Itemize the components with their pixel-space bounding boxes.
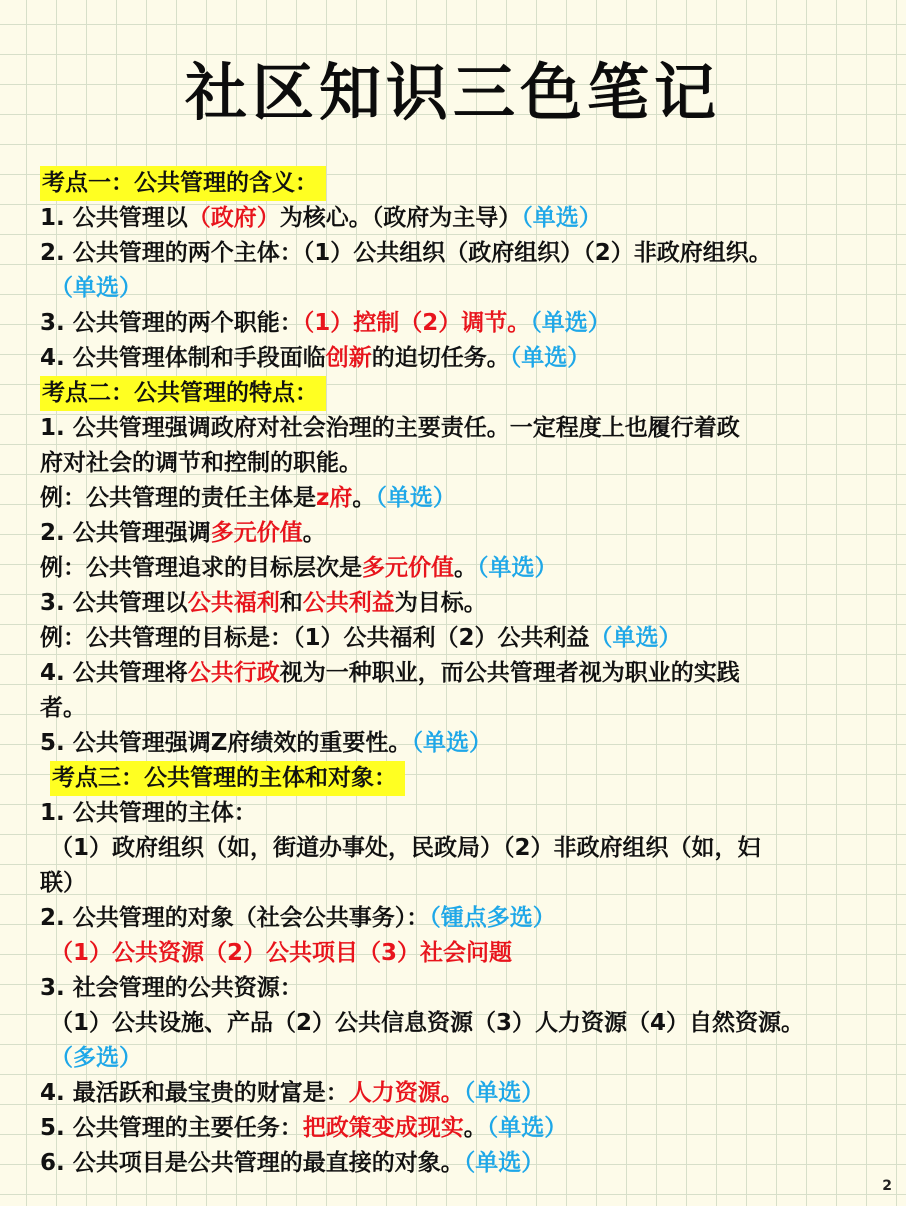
note-line: （单选） — [50, 275, 142, 301]
example-line: 例：公共管理的目标是：（1）公共福利（2）公共利益（单选） — [40, 625, 682, 651]
note-line: 2. 公共管理的对象（社会公共事务）：（锺点多选） — [40, 905, 556, 931]
note-line: 2. 公共管理强调多元价值。 — [40, 520, 326, 546]
note-line: 4. 公共管理体制和手段面临创新的迫切任务。（单选） — [40, 345, 591, 371]
page-title: 社区知识三色笔记 — [184, 56, 721, 129]
section-heading-1: 考点一：公共管理的含义： — [40, 166, 896, 201]
note-line: 联） — [40, 870, 86, 896]
note-line: 府对社会的调节和控制的职能。 — [40, 450, 362, 476]
note-line: 5. 公共管理强调Z府绩效的重要性。（单选） — [40, 730, 492, 756]
note-line: 1. 公共管理的主体： — [40, 800, 257, 826]
note-line: （1）政府组织（如，街道办事处，民政局）（2）非政府组织（如，妇 — [50, 835, 761, 861]
note-line: 5. 公共管理的主要任务：把政策变成现实。（单选） — [40, 1115, 568, 1141]
note-line: 4. 公共管理将公共行政视为一种职业，而公共管理者视为职业的实践 — [40, 660, 740, 686]
section-heading-2: 考点二：公共管理的特点： — [40, 376, 896, 411]
note-line: （1）公共设施、产品（2）公共信息资源（3）人力资源（4）自然资源。 — [50, 1010, 805, 1036]
example-line: 例：公共管理追求的目标层次是多元价值。（单选） — [40, 555, 558, 581]
page-number: 2 — [882, 1178, 892, 1194]
note-line: 6. 公共项目是公共管理的最直接的对象。（单选） — [40, 1150, 545, 1176]
section-heading-3: 考点三：公共管理的主体和对象： — [40, 761, 896, 796]
notes-body — [40, 166, 896, 1181]
note-line: 1. 公共管理以（政府）为核心。（政府为主导）（单选） — [40, 205, 602, 231]
note-line: 3. 公共管理以公共福利和公共利益为目标。 — [40, 590, 487, 616]
note-line: 者。 — [40, 695, 86, 721]
note-line: （1）公共资源（2）公共项目（3）社会问题 — [50, 940, 513, 966]
note-line: 3. 公共管理的两个职能：（1）控制（2）调节。（单选） — [40, 310, 611, 336]
note-line: （多选） — [50, 1045, 142, 1071]
example-line: 例：公共管理的责任主体是z府。（单选） — [40, 485, 456, 511]
note-line: 2. 公共管理的两个主体：（1）公共组织（政府组织）（2）非政府组织。 — [40, 240, 772, 266]
note-line: 4. 最活跃和最宝贵的财富是：人力资源。（单选） — [40, 1080, 545, 1106]
note-line: 3. 社会管理的公共资源： — [40, 975, 303, 1001]
note-line: 1. 公共管理强调政府对社会治理的主要责任。一定程度上也履行着政 — [40, 415, 740, 441]
